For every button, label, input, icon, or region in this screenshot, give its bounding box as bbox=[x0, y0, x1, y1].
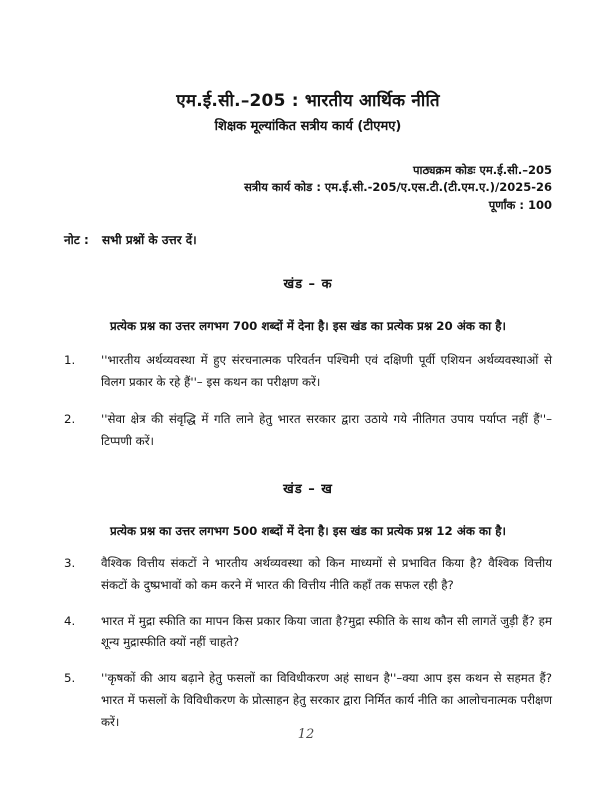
section-b bbox=[64, 479, 552, 734]
question-2-number: 2. bbox=[64, 412, 76, 427]
course-code-line: पाठ्यक्रम कोडः एम.ई.सी.–205 bbox=[413, 163, 552, 177]
question-2-text: ''सेवा क्षेत्र की संवृद्धि में गति लाने हेतु भारत सरकार द्वारा उठाये गये नीतिगत उपाय पर्याप्त नहीं हैं''–टिप्पणी करें। bbox=[101, 412, 552, 449]
question-3-text: वैश्विक वित्तीय संकटों ने भारतीय अर्थव्यवस्था को किन माध्यमों से प्रभावित किया है? वैश्विक वित्तीय संकटों के दुष्प्रभावों को कम करने में भारत की वित्तीय नीति कहाँ तक सफल रही है? bbox=[101, 556, 552, 592]
assignment-code-line: सत्रीय कार्य कोड : एम.ई.सी.-205/ए.एस.टी.(टी.एम.ए.)/2025-26 bbox=[244, 180, 552, 195]
section-a-instruction: प्रत्येक प्रश्न का उत्तर लगभग 700 शब्दों में देना है। इस खंड का प्रत्येक प्रश्न 20 अंक का है। bbox=[110, 318, 506, 333]
question-3 bbox=[64, 553, 552, 597]
question-5-text: ''कृषकों की आय बढ़ाने हेतु फसलों का विविधीकरण अहं साधन है''–क्या आप इस कथन से सहमत हैं? भारत में फसलों के विविधीकरण के प्रोत्साहन हेतु सरकार द्वारा निर्मित कार्य नीति का आलोचनात्मक परीक्षण करें। bbox=[101, 671, 552, 729]
note-row bbox=[64, 231, 552, 248]
question-3-number: 3. bbox=[64, 556, 76, 570]
page-number: 12 bbox=[297, 727, 315, 742]
course-title: एम.ई.सी.–205 : भारतीय आर्थिक नीति bbox=[176, 91, 440, 111]
question-5 bbox=[64, 668, 552, 733]
note-label: नोट : bbox=[64, 232, 89, 247]
title-block bbox=[64, 88, 552, 134]
question-4-text: भारत में मुद्रा स्फीति का मापन किस प्रकार किया जाता है?मुद्रा स्फीति के साथ कौन सी लागतें जुड़ी हैं? हम शून्य मुद्रास्फीति क्यों नहीं चाहते? bbox=[101, 613, 552, 650]
section-b-heading: खंड – ख bbox=[283, 482, 333, 497]
max-marks-line: पूर्णांक : 100 bbox=[488, 197, 552, 212]
question-5-number: 5. bbox=[64, 671, 76, 686]
question-1-text: ''भारतीय अर्थव्यवस्था में हुए संरचनात्मक परिवर्तन पश्चिमी एवं दक्षिणी पूर्वी एशियन अर्थव्यवस्थाओं से विलग प्रकार के रहे हैं''– इस कथन का परीक्षण करें। bbox=[101, 352, 552, 389]
question-4 bbox=[64, 611, 552, 655]
section-a-heading: खंड – क bbox=[283, 276, 333, 292]
page-content bbox=[64, 0, 552, 734]
question-2 bbox=[64, 409, 552, 453]
meta-block bbox=[64, 162, 552, 214]
question-4-number: 4. bbox=[64, 613, 76, 628]
section-a bbox=[64, 274, 552, 453]
section-b-instruction: प्रत्येक प्रश्न का उत्तर लगभग 500 शब्दों में देना है। इस खंड का प्रत्येक प्रश्न 12 अंक का है। bbox=[110, 524, 506, 538]
note-text: सभी प्रश्नों के उत्तर दें। bbox=[102, 232, 197, 247]
question-1-number: 1. bbox=[64, 352, 76, 367]
assignment-subtitle: शिक्षक मूल्यांकित सत्रीय कार्य (टीएमए) bbox=[214, 119, 402, 134]
question-1 bbox=[64, 350, 552, 394]
